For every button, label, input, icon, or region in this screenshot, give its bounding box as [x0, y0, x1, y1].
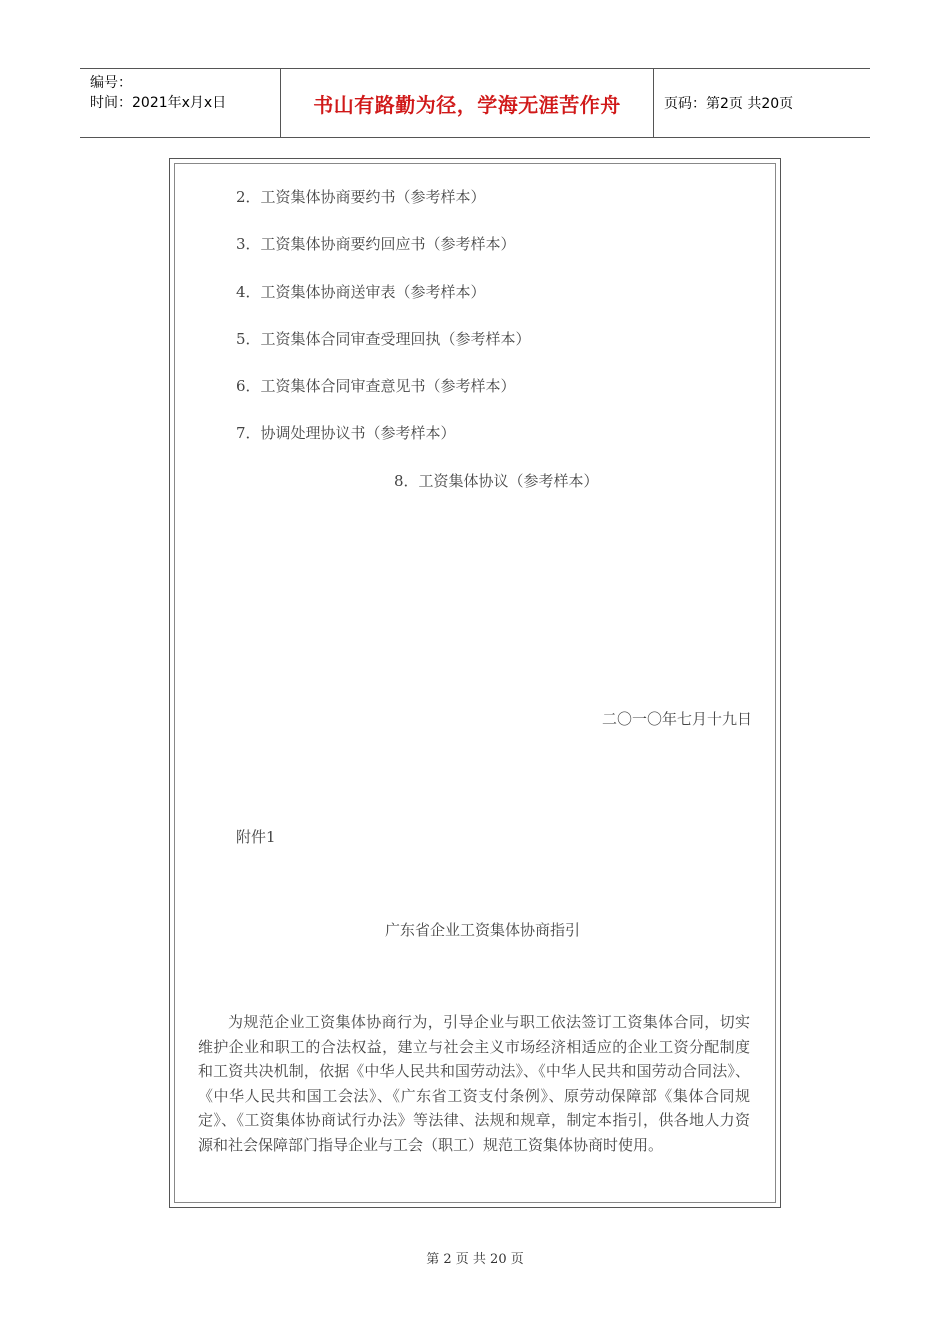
list-item: 6．工资集体合同审查意见书（参考样本）: [236, 377, 516, 395]
header-page-info-cell: [654, 69, 870, 137]
document-title: 广东省企业工资集体协商指引: [385, 921, 581, 939]
attachment-label: 附件1: [236, 828, 276, 846]
list-item: 5．工资集体合同审查受理回执（参考样本）: [236, 330, 531, 348]
document-date: 二〇一〇年七月十九日: [601, 710, 752, 728]
body-paragraph: 为规范企业工资集体协商行为，引导企业与职工依法签订工资集体合同，切实维护企业和职工的合法权益，建立与社会主义市场经济相适应的企业工资分配制度和工资共决机制，依据《中华人民共和国劳动法》、《中华人民共和国劳动合同法》、《中华人民共和国工会法》、《广东省工资支付条例》、原劳动保障部《集体合同规定》、《工资集体协商试行办法》等法律、法规和规章，制定本指引，供各地人力资源和社会保障部门指导企业与工会（职工）规范工资集体协商时使用。: [198, 1013, 750, 1154]
list-item: 2．工资集体协商要约书（参考样本）: [236, 188, 486, 206]
header-meta: [80, 69, 281, 137]
page-footer: 第 2 页 共 20 页: [426, 1252, 524, 1267]
page-info: 页码：第2页 共20页: [664, 96, 794, 112]
motto: 书山有路勤为径，学海无涯苦作舟: [313, 92, 621, 117]
list-item: 7．协调处理协议书（参考样本）: [236, 424, 456, 442]
page-header: [80, 68, 870, 138]
number-label: 编号：: [90, 75, 132, 91]
list-item: 4．工资集体协商送审表（参考样本）: [236, 283, 486, 301]
list-item: 8．工资集体协议（参考样本）: [394, 472, 599, 490]
header-motto-cell: [281, 69, 654, 137]
list-item: 3．工资集体协商要约回应书（参考样本）: [236, 235, 516, 253]
time-label: 时间：2021年x月x日: [90, 95, 227, 111]
